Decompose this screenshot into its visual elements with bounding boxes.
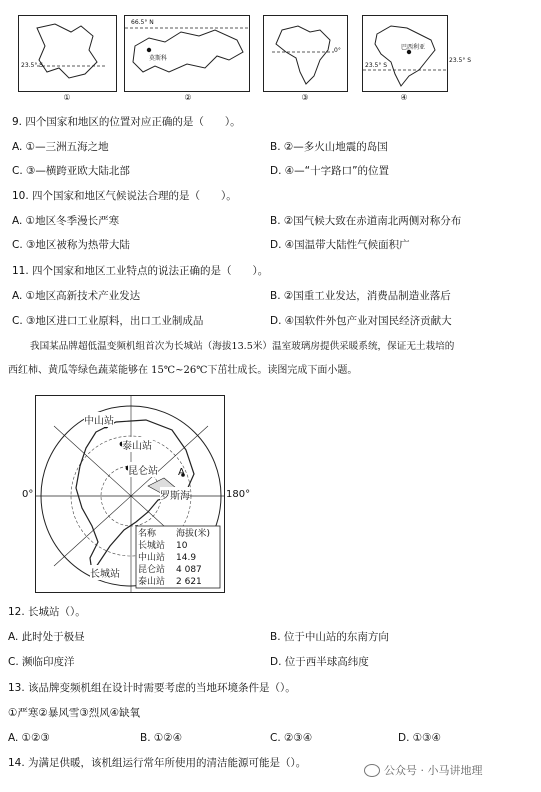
map-2-lat-label: 66.5° N <box>131 19 154 26</box>
question-10-option-a[interactable]: A. ①地区冬季漫长严寒 <box>12 215 120 227</box>
question-12-option-a[interactable]: A. 此时处于极昼 <box>8 631 85 643</box>
question-13-option-b[interactable]: B. ①②④ <box>140 732 183 744</box>
label-zhongshan-station: 中山站 <box>84 412 114 427</box>
label-kunlun-station: 昆仑站 <box>128 462 158 477</box>
question-9-option-d[interactable]: D. ④—“十字路口”的位置 <box>270 165 390 177</box>
map-4-number: ④ <box>400 93 408 102</box>
question-10-option-d[interactable]: D. ④国温带大陆性气候面积广 <box>270 239 410 251</box>
question-12-option-d[interactable]: D. 位于西半球高纬度 <box>270 656 369 668</box>
question-9-stem: 9. 四个国家和地区的位置对应正确的是（ ）。 <box>12 116 241 128</box>
label-changcheng-station: 长城站 <box>90 565 120 580</box>
question-11-option-d[interactable]: D. ④国软件外包产业对国民经济贡献大 <box>270 315 452 327</box>
map-3-lat-label: 0° <box>334 47 341 54</box>
question-10-stem: 10. 四个国家和地区气候说法合理的是（ ）。 <box>12 190 237 202</box>
map-2-graphic <box>125 16 249 91</box>
question-13-conditions: ①严寒②暴风雪③烈风④缺氧 <box>8 707 141 719</box>
question-13-option-c[interactable]: C. ②③④ <box>270 732 313 744</box>
map-4-city-label: 巴西利亚 <box>401 44 426 51</box>
question-11-option-c[interactable]: C. ③地区进口工业原料，出口工业制成品 <box>12 315 204 327</box>
altitude-table-cell: 14.9 <box>176 553 197 563</box>
altitude-table <box>138 528 218 588</box>
question-12-option-b[interactable]: B. 位于中山站的东南方向 <box>270 631 389 643</box>
question-9-option-c[interactable]: C. ③—横跨亚欧大陆北部 <box>12 165 130 177</box>
map-1-lat-label: 23.5° S <box>21 62 44 69</box>
question-13-option-d[interactable]: D. ①③④ <box>398 732 441 744</box>
question-12-stem: 12. 长城站（）。 <box>8 606 86 618</box>
label-180-degree: 180° <box>226 489 251 500</box>
map-1 <box>18 15 117 92</box>
label-ross-sea: 罗斯海 <box>160 487 190 502</box>
question-9-option-b[interactable]: B. ②—多火山地震的岛国 <box>270 141 388 153</box>
altitude-table-cell: 2 621 <box>176 577 202 587</box>
question-9-option-a[interactable]: A. ①—三洲五海之地 <box>12 141 109 153</box>
altitude-table-cell: 昆仑站 <box>138 565 166 575</box>
question-13-stem: 13. 该品牌变频机组在设计时需要考虑的当地环境条件是（）。 <box>8 682 296 694</box>
wechat-icon <box>364 764 380 777</box>
map-2-city-label: 莫斯科 <box>149 55 168 62</box>
map-3-number: ③ <box>301 93 309 102</box>
map-1-number: ① <box>63 93 71 102</box>
altitude-table-cell: 长城站 <box>138 541 166 551</box>
label-taishan-station: 泰山站 <box>122 437 152 452</box>
table-row <box>138 564 218 576</box>
label-point-a: A <box>178 467 185 478</box>
map-4-outer-lat-label: 23.5° S <box>449 57 472 64</box>
map-4-lat-label: 23.5° S <box>365 62 388 69</box>
watermark-text: 公众号 · 小马讲地理 <box>384 764 483 777</box>
altitude-table-cell: 10 <box>176 541 188 551</box>
map-2 <box>124 15 250 92</box>
table-row <box>138 576 218 588</box>
question-11-stem: 11. 四个国家和地区工业特点的说法正确的是（ ）。 <box>12 265 269 277</box>
question-10-option-c[interactable]: C. ③地区被称为热带大陆 <box>12 239 130 251</box>
altitude-table-cell: 4 087 <box>176 565 202 575</box>
question-14-stem: 14. 为满足供暖，该机组运行常年所使用的清洁能源可能是（）。 <box>8 757 307 769</box>
question-13-option-a[interactable]: A. ①②③ <box>8 732 50 744</box>
passage-line-1: 我国某品牌超低温变频机组首次为长城站（海拔13.5米）温室玻璃房提供采暖系统，保证无土栽培的 <box>30 341 455 352</box>
altitude-table-header-altitude: 海拔(米) <box>176 529 211 539</box>
altitude-table-cell: 泰山站 <box>138 577 166 587</box>
question-11-option-b[interactable]: B. ②国重工业发达，消费品制造业落后 <box>270 290 451 302</box>
watermark <box>364 762 483 778</box>
table-row <box>138 540 218 552</box>
altitude-table-header <box>138 528 218 540</box>
map-4-graphic <box>363 16 447 91</box>
map-2-number: ② <box>184 93 192 102</box>
passage-line-2: 西红柿、黄瓜等绿色蔬菜能够在 15℃~26℃下茁壮成长。读图完成下面小题。 <box>8 365 358 376</box>
question-10-option-b[interactable]: B. ②国气候大致在赤道南北两侧对称分布 <box>270 215 462 227</box>
map-3 <box>263 15 348 92</box>
label-0-degree: 0° <box>22 489 34 500</box>
map-1-graphic <box>19 16 116 91</box>
map-4 <box>362 15 448 92</box>
question-12-option-c[interactable]: C. 濒临印度洋 <box>8 656 75 668</box>
question-11-option-a[interactable]: A. ①地区高新技术产业发达 <box>12 290 141 302</box>
altitude-table-header-name: 名称 <box>138 529 157 539</box>
table-row <box>138 552 218 564</box>
altitude-table-cell: 中山站 <box>138 553 166 563</box>
